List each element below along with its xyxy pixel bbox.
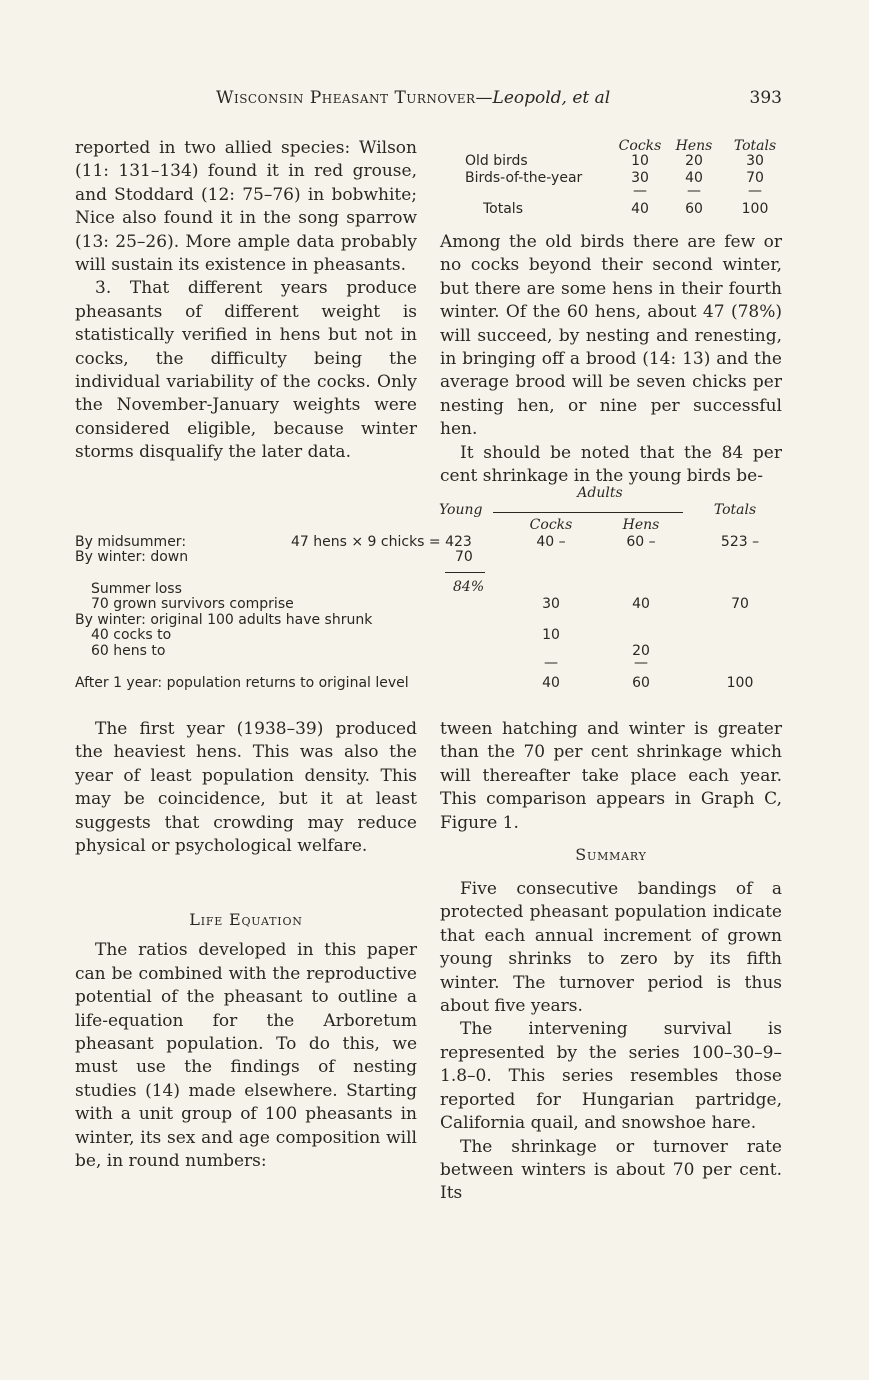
cell: 70: [731, 596, 749, 612]
row-label: Birds-of-the-year: [465, 170, 583, 186]
col-header-totals: Totals: [713, 502, 757, 518]
sum-rule: —: [634, 655, 648, 671]
adults-rule: [493, 512, 683, 513]
left-column-top: [75, 137, 417, 465]
row-label: Summer loss: [91, 581, 182, 597]
paragraph: Five consecutive bandings of a protected pheasant population indicate that each annual increment of grown young shrinks to zero by its fifth winter. The turnover period is thus about five years.: [440, 879, 782, 1017]
header-dash: —: [475, 88, 493, 108]
sum-rule: —: [544, 655, 558, 671]
cell: 60: [632, 675, 650, 691]
cell: 60 –: [626, 534, 656, 550]
paragraph: tween hatching and winter is greater than the 70 per cent shrinkage which will thereafter take place each year. This comparison appears in Graph C, Figure 1.: [440, 719, 782, 833]
running-header: [216, 88, 782, 108]
cell: 30: [631, 170, 649, 186]
section-heading: Life Equation: [189, 910, 303, 930]
paragraph: 3. That different years produce pheasants of different weight is statistically verified in hens but not in cocks, the difficulty being the individual variability of the cocks. Only the November-January weights were considered eligible, because winter storms disqualify the later data.: [75, 278, 417, 463]
section-heading: Summary: [575, 845, 647, 865]
page-number: 393: [749, 88, 782, 108]
cell: 40: [685, 170, 703, 186]
life-equation-table: [75, 485, 785, 695]
cell: 20: [632, 643, 650, 659]
row-label: By midsummer:: [75, 534, 187, 550]
paragraph: Among the old birds there are few or no cocks beyond their second winter, but there are some hens in their fourth winter. Of the 60 hens, about 47 (78%) will succeed, by nesting and renesting, in bringing off a brood (14: 13) and the average brood will be seven chicks per nesting hen, or nine per successful hen.: [440, 232, 782, 440]
cell: 40: [542, 675, 560, 691]
sum-rule: —: [748, 183, 762, 199]
col-header-hens: Hens: [622, 517, 660, 533]
row-label: 70 grown survivors comprise: [91, 596, 294, 612]
col-header-cocks: Cocks: [618, 138, 662, 154]
row-label: Totals: [483, 201, 523, 217]
midsummer-calc: 47 hens × 9 chicks = 423: [291, 534, 472, 550]
cell: 40 –: [536, 534, 566, 550]
running-authors: Leopold, et al: [492, 88, 611, 108]
paragraph: The shrinkage or turnover rate between winters is about 70 per cent. Its: [440, 1136, 782, 1204]
col-header-cocks: Cocks: [529, 517, 573, 533]
paragraph: reported in two allied species: Wilson (11: 131–134) found it in red grouse, and Stoddard (12: 75–76) in bobwhite; Nice also found it in the song sparrow (13: 25–26). More ample data probably will sustain its existence in pheasants.: [75, 138, 417, 276]
young-rule: [445, 572, 485, 573]
cell: 523 –: [720, 534, 760, 550]
row-label: 40 cocks to: [91, 627, 172, 643]
paragraph: It should be noted that the 84 per cent shrinkage in the young birds be-: [440, 442, 782, 487]
col-header-totals: Totals: [733, 138, 777, 154]
right-column-bottom: [440, 718, 782, 1206]
cell: 100: [726, 675, 754, 691]
cell: 20: [685, 153, 703, 169]
composition-table: [465, 138, 783, 220]
col-header-young: Young: [439, 502, 483, 518]
sum-rule: —: [633, 183, 647, 199]
cell: 40: [632, 596, 650, 612]
cell: 40: [631, 201, 649, 217]
group-header-adults: Adults: [577, 485, 623, 501]
sum-rule: —: [687, 183, 701, 199]
right-column-top: [440, 231, 782, 488]
paragraph: The first year (1938–39) produced the heaviest hens. This was also the year of least population density. This may be coincidence, but it at least suggests that crowding may reduce physical or psychological welfare.: [75, 719, 417, 857]
cell: 10: [542, 627, 560, 643]
col-header-hens: Hens: [675, 138, 713, 154]
left-column-bottom: [75, 718, 417, 1174]
cell: 70: [746, 170, 764, 186]
row-label: After 1 year: population returns to original level: [75, 675, 409, 691]
row-label: By winter: original 100 adults have shrunk: [75, 612, 373, 628]
summer-loss-percent: 84%: [453, 579, 485, 595]
row-label: 60 hens to: [91, 643, 166, 659]
running-title: Wisconsin Pheasant Turnover: [216, 88, 476, 108]
cell: 100: [741, 201, 769, 217]
row-label: By winter: down: [75, 549, 189, 565]
paragraph: The ratios developed in this paper can be combined with the reproductive potential of the pheasant to outline a life-equation for the Arboretum pheasant population. To do this, we must use the findings of nesting studies (14) made elsewhere. Starting with a unit group of 100 pheasants in winter, its sex and age composition will be, in round numbers:: [75, 940, 417, 1172]
cell: 30: [542, 596, 560, 612]
cell: 30: [746, 153, 764, 169]
cell: 10: [631, 153, 649, 169]
cell: 70: [455, 549, 473, 565]
cell: 60: [685, 201, 703, 217]
paragraph: The intervening survival is represented by the series 100–30–9–1.8–0. This series resembles those reported for Hungarian partridge, California quail, and snowshoe hare.: [440, 1019, 782, 1134]
row-label: Old birds: [465, 153, 528, 169]
